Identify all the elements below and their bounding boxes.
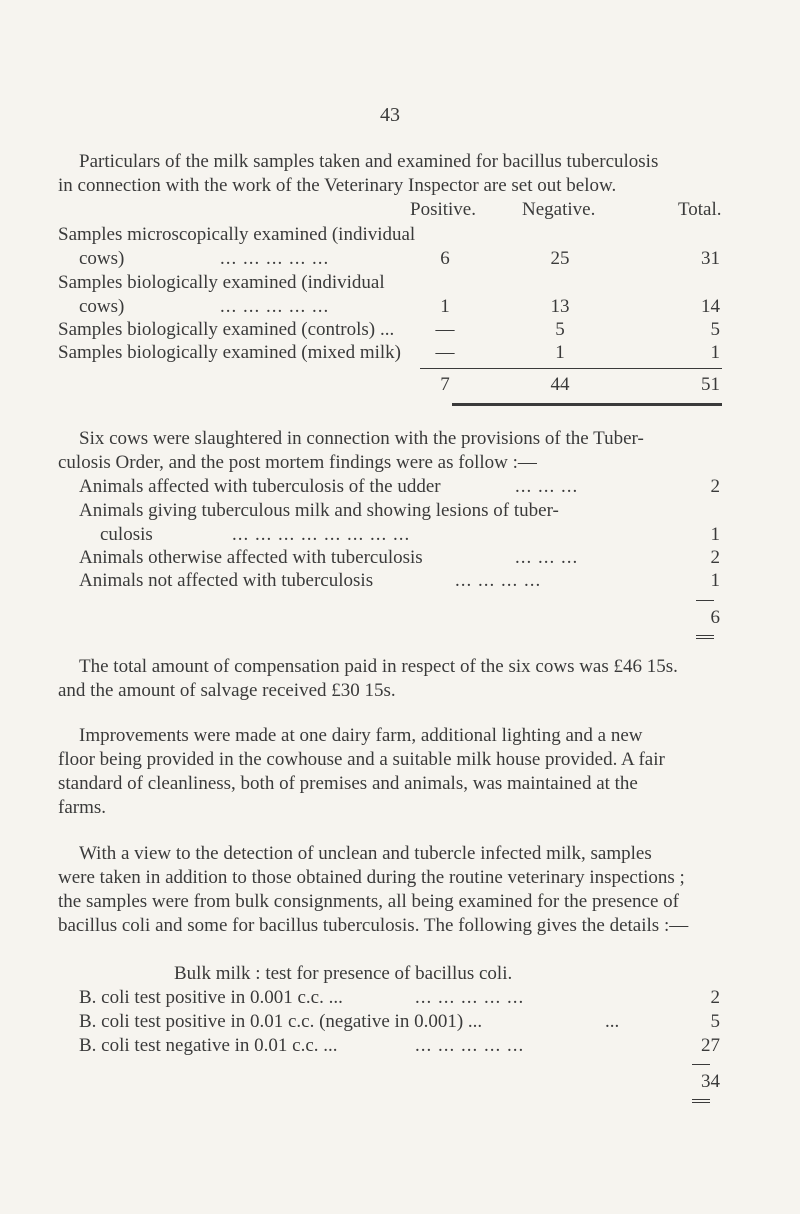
row-3-total: 5 — [710, 319, 720, 340]
row-2-label-line-2: cows) — [79, 296, 125, 317]
header-negative: Negative. — [522, 199, 596, 220]
row-1-label-line-1: Samples microscopically examined (individual — [58, 224, 416, 245]
row-2-label-line-1: Samples biologically examined (individual — [58, 272, 385, 293]
intro-line-2: in connection with the work of the Veterinary Inspector are set out below. — [58, 175, 617, 196]
row-3-positive: — — [435, 319, 455, 340]
bulk-double-rule-b — [692, 1102, 710, 1103]
row-4-negative: 1 — [555, 342, 565, 363]
detection-line-1: With a view to the detection of unclean and tubercle infected milk, samples — [79, 843, 652, 864]
row-3-leader: ... — [380, 319, 395, 340]
findings-total: 6 — [710, 607, 720, 628]
row-1-leader: ... ... ... ... ... — [220, 248, 330, 269]
improvements-line-4: farms. — [58, 797, 107, 818]
finding-2-value: 1 — [710, 524, 720, 545]
finding-1-leader: ... ... ... — [515, 476, 579, 497]
finding-4-label: Animals not affected with tuberculosis — [79, 570, 374, 591]
row-1-negative: 25 — [550, 248, 570, 269]
improvements-line-1: Improvements were made at one dairy farm, additional lighting and a new — [79, 725, 643, 746]
row-2-positive: 1 — [440, 296, 450, 317]
findings-total-rule — [696, 600, 714, 601]
finding-2-label: Animals giving tuberculous milk and showing lesions of tuber- — [79, 500, 559, 521]
table-bottom-rule — [452, 403, 722, 406]
page-number: 43 — [380, 104, 400, 126]
slaughter-line-2: culosis Order, and the post mortem findings were as follow :— — [58, 452, 537, 473]
bulk-item-2-label: B. coli test positive in 0.01 c.c. (negative in 0.001) ... — [79, 1011, 483, 1032]
finding-4-value: 1 — [710, 570, 720, 591]
improvements-line-3: standard of cleanliness, both of premises and animals, was maintained at the — [58, 773, 638, 794]
bulk-total-rule — [692, 1064, 710, 1065]
bulk-item-3-label: B. coli test negative in 0.01 c.c. ... — [79, 1035, 338, 1056]
bulk-item-1-label: B. coli test positive in 0.001 c.c. ... — [79, 987, 343, 1008]
total-total: 51 — [701, 374, 720, 395]
row-1-total: 31 — [701, 248, 720, 269]
header-total: Total. — [678, 199, 722, 220]
row-4-total: 1 — [710, 342, 720, 363]
bulk-item-2-value: 5 — [710, 1011, 720, 1032]
header-positive: Positive. — [410, 199, 476, 220]
bulk-item-3-leader: ... ... ... ... ... — [415, 1035, 525, 1056]
intro-line-1: Particulars of the milk samples taken and examined for bacillus tuberculosis — [79, 151, 659, 172]
row-2-leader: ... ... ... ... ... — [220, 296, 330, 317]
row-2-negative: 13 — [550, 296, 570, 317]
bulk-item-2-leader: ... — [605, 1011, 620, 1032]
finding-1-label: Animals affected with tuberculosis of the udder — [79, 476, 441, 497]
row-2-total: 14 — [701, 296, 720, 317]
row-1-positive: 6 — [440, 248, 450, 269]
finding-3-value: 2 — [710, 547, 720, 568]
detection-line-4: bacillus coli and some for bacillus tuberculosis. The following gives the details :— — [58, 915, 689, 936]
row-4-positive: — — [435, 342, 455, 363]
finding-4-leader: ... ... ... ... — [455, 570, 542, 591]
bulk-item-1-value: 2 — [710, 987, 720, 1008]
findings-double-rule-a — [696, 635, 714, 636]
finding-2-leader: ... ... ... ... ... ... ... ... — [232, 524, 411, 545]
bulk-double-rule-a — [692, 1099, 710, 1100]
row-3-negative: 5 — [555, 319, 565, 340]
slaughter-line-1: Six cows were slaughtered in connection with the provisions of the Tuber- — [79, 428, 644, 449]
row-4-label: Samples biologically examined (mixed milk) — [58, 342, 401, 363]
total-positive: 7 — [440, 374, 450, 395]
total-negative: 44 — [550, 374, 570, 395]
detection-line-3: the samples were from bulk consignments, all being examined for the presence of — [58, 891, 679, 912]
row-1-label-line-2: cows) — [79, 248, 125, 269]
compensation-line-1: The total amount of compensation paid in respect of the six cows was £46 15s. — [79, 656, 678, 677]
findings-double-rule-b — [696, 638, 714, 639]
compensation-line-2: and the amount of salvage received £30 15s. — [58, 680, 396, 701]
row-3-label: Samples biologically examined (controls) — [58, 319, 376, 340]
bulk-milk-heading: Bulk milk : test for presence of bacillus coli. — [174, 963, 513, 984]
bulk-item-3-value: 27 — [701, 1035, 720, 1056]
bulk-item-1-leader: ... ... ... ... ... — [415, 987, 525, 1008]
table-total-rule — [420, 368, 722, 369]
finding-2-label-line-2: culosis — [100, 524, 153, 545]
finding-1-value: 2 — [710, 476, 720, 497]
bulk-total: 34 — [701, 1071, 720, 1092]
improvements-line-2: floor being provided in the cowhouse and a suitable milk house provided. A fair — [58, 749, 665, 770]
finding-3-leader: ... ... ... — [515, 547, 579, 568]
finding-3-label: Animals otherwise affected with tuberculosis — [79, 547, 423, 568]
detection-line-2: were taken in addition to those obtained during the routine veterinary inspections ; — [58, 867, 685, 888]
